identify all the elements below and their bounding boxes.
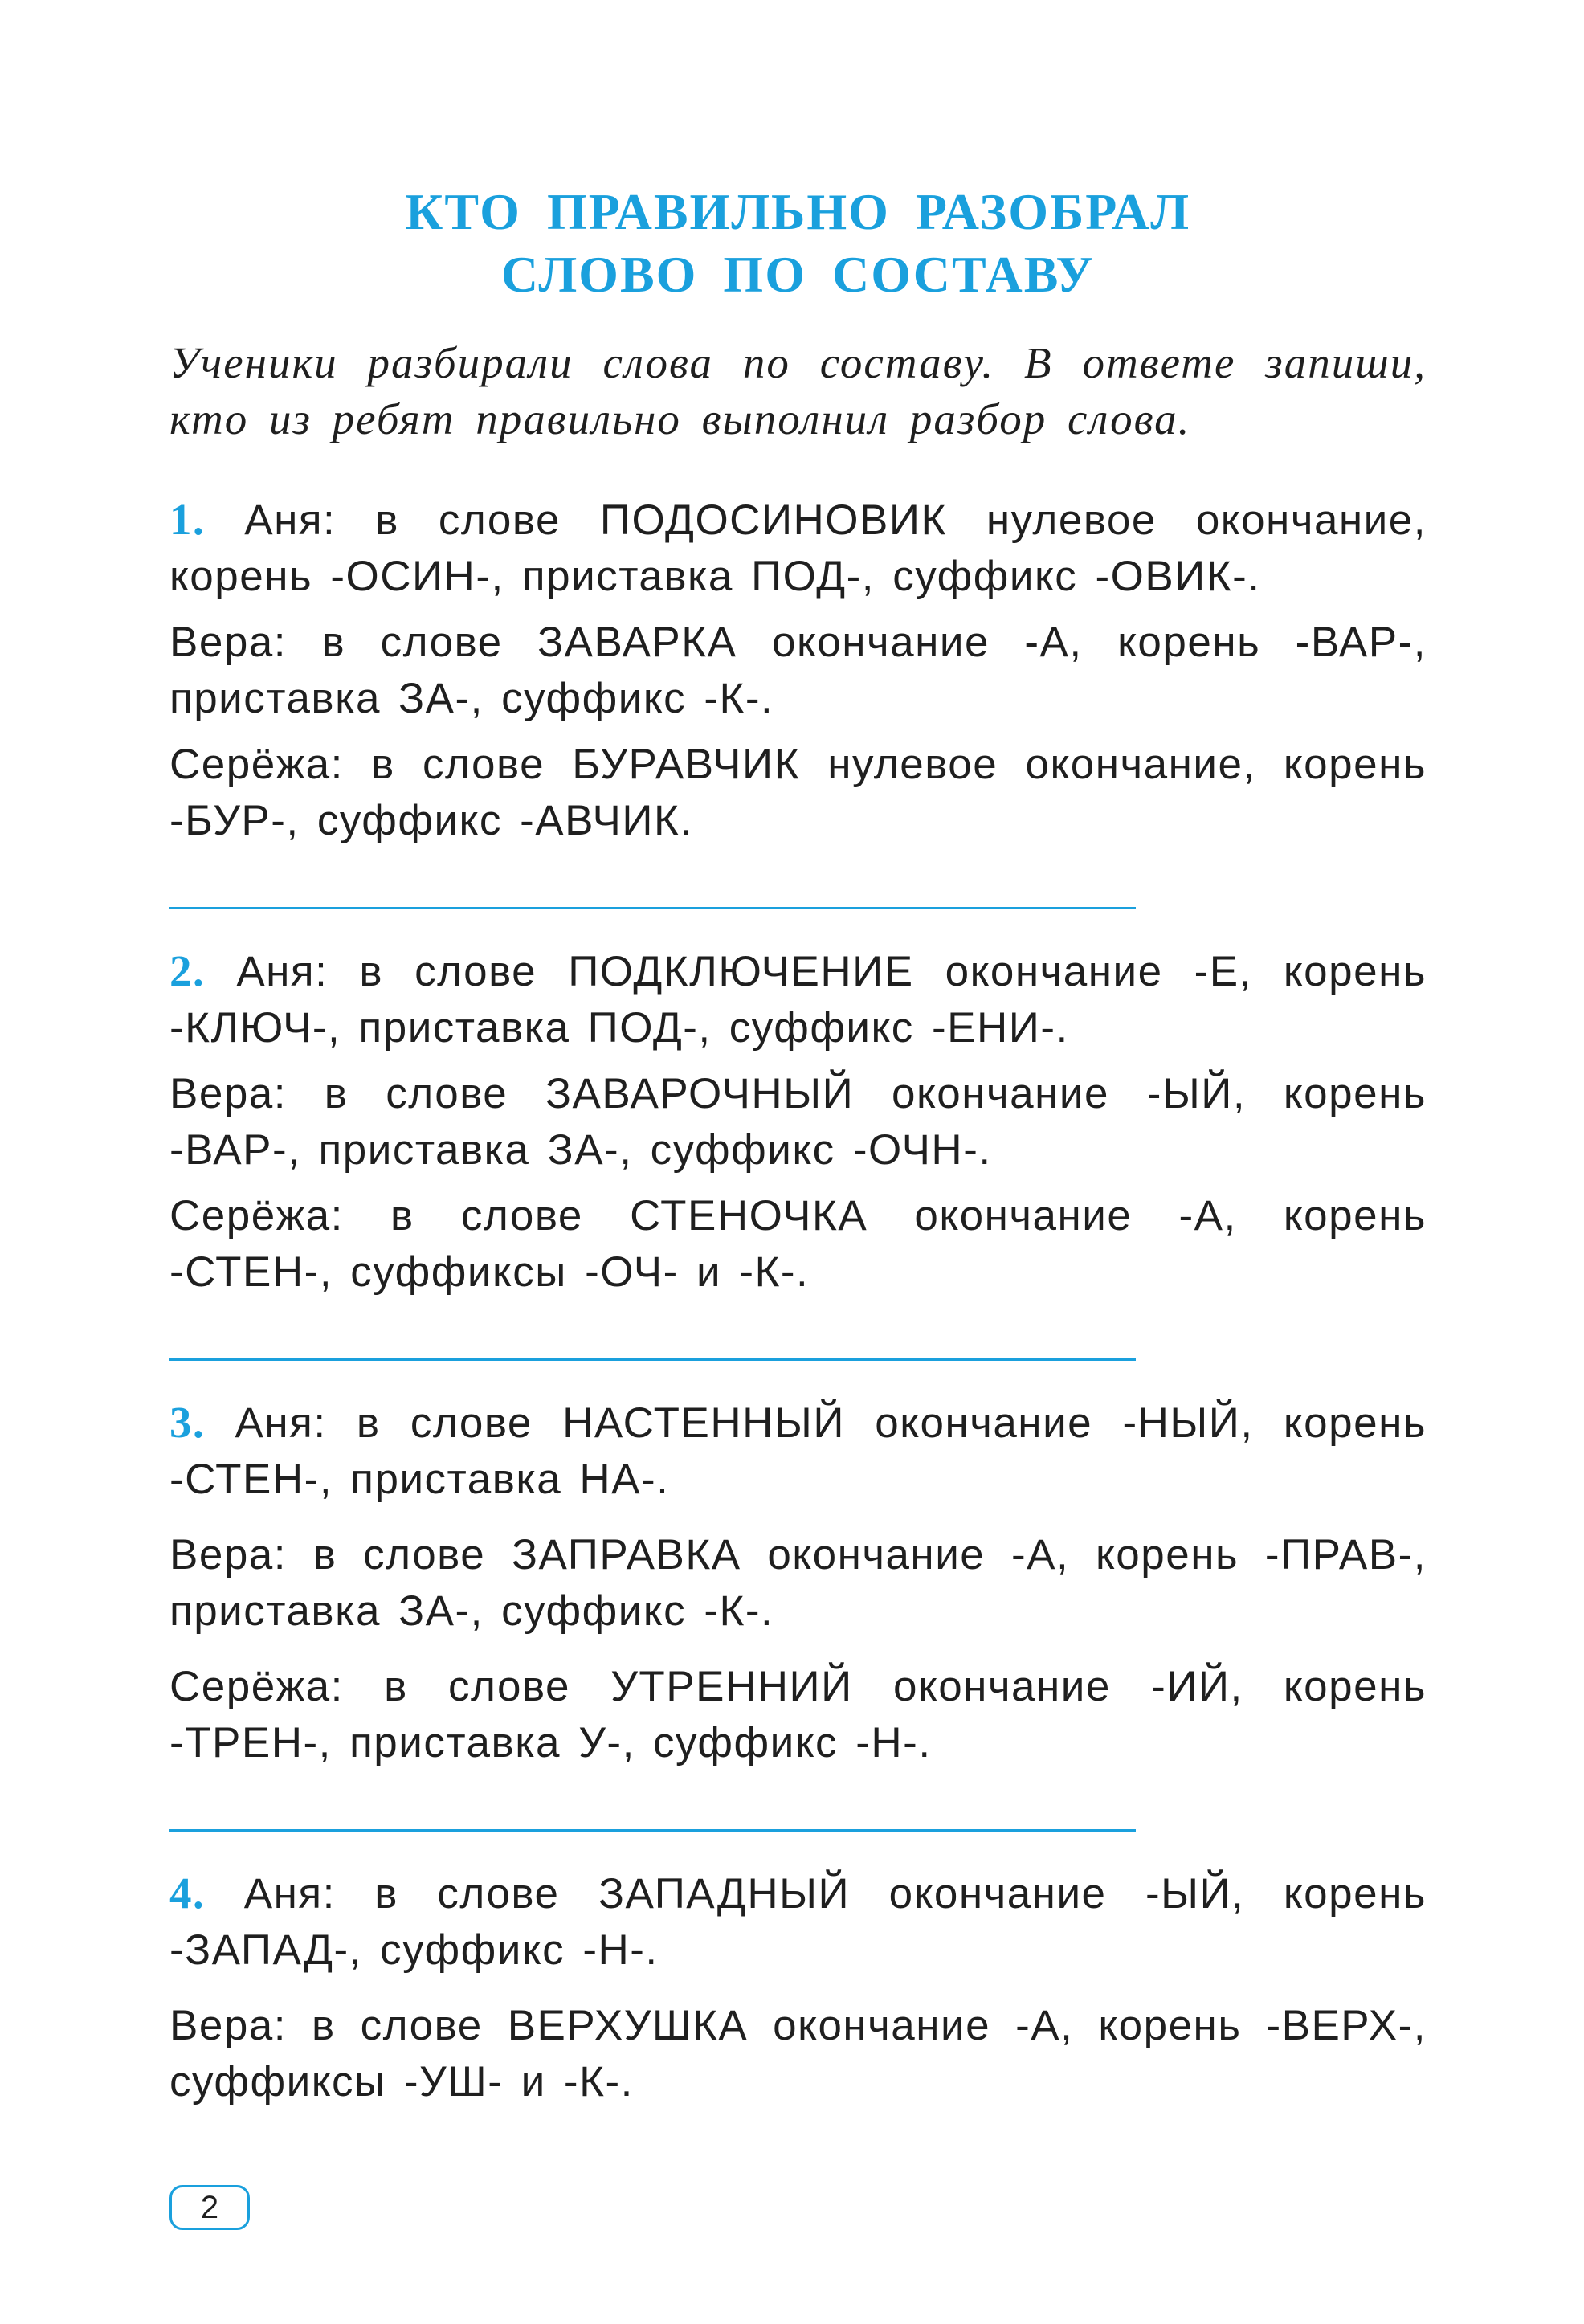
task-4 xyxy=(169,1865,1427,2110)
entry-text: Аня: в слове ЗАПАДНЫЙ окончание -ЫЙ, корень -ЗАПАД-, суффикс -Н-. xyxy=(169,1870,1427,1974)
task-1-entry-anya xyxy=(169,492,1427,605)
task-4-entry-vera: Вера: в слове ВЕРХУШКА окончание -А, корень -ВЕРХ-, суффиксы -УШ- и -К-. xyxy=(169,2002,1427,2105)
task-1-entry-seryozha: Серёжа: в слове БУРАВЧИК нулевое окончание, корень -БУР-, суффикс -АВЧИК. xyxy=(169,741,1427,844)
entry-text: Аня: в слове ПОДОСИНОВИК нулевое окончание, корень -ОСИН-, приставка ПОД-, суффикс -ОВИК-. xyxy=(169,496,1427,600)
task-3-entry-anya xyxy=(169,1395,1427,1508)
task-number: 3. xyxy=(169,1398,206,1447)
title-line-2: СЛОВО ПО СОСТАВУ xyxy=(500,246,1096,303)
entry-text: Аня: в слове ПОДКЛЮЧЕНИЕ окончание -Е, корень -КЛЮЧ-, приставка ПОД-, суффикс -ЕНИ-. xyxy=(169,948,1427,1052)
task-3 xyxy=(169,1395,1427,1832)
task-3-entry-seryozha: Серёжа: в слове УТРЕННИЙ окончание -ИЙ, корень -ТРЕН-, приставка У-, суффикс -Н-. xyxy=(169,1663,1427,1766)
task-1 xyxy=(169,492,1427,909)
answer-line-2[interactable] xyxy=(169,1358,1136,1361)
task-number: 2. xyxy=(169,946,206,995)
task-4-entry-anya xyxy=(169,1865,1427,1979)
title-line-1: КТО ПРАВИЛЬНО РАЗОБРАЛ xyxy=(405,183,1191,240)
task-2-entry-seryozha: Серёжа: в слове СТЕНОЧКА окончание -А, корень -СТЕН-, суффиксы -ОЧ- и -К-. xyxy=(169,1192,1427,1296)
task-2 xyxy=(169,943,1427,1361)
page-number-badge: 2 xyxy=(169,2185,250,2230)
entry-text: Аня: в слове НАСТЕННЫЙ окончание -НЫЙ, корень -СТЕН-, приставка НА-. xyxy=(169,1399,1427,1503)
task-1-entry-vera: Вера: в слове ЗАВАРКА окончание -А, корень -ВАР-, приставка ЗА-, суффикс -К-. xyxy=(169,619,1427,722)
task-instructions: Ученики разбирали слова по составу. В ответе запиши, кто из ребят правильно выполнил разбор слова. xyxy=(169,338,1427,443)
task-number: 4. xyxy=(169,1869,206,1918)
task-number: 1. xyxy=(169,495,206,544)
page-title xyxy=(169,181,1427,306)
task-2-entry-vera: Вера: в слове ЗАВАРОЧНЫЙ окончание -ЫЙ, корень -ВАР-, приставка ЗА-, суффикс -ОЧН-. xyxy=(169,1070,1427,1174)
answer-line-1[interactable] xyxy=(169,907,1136,909)
task-3-entry-vera: Вера: в слове ЗАПРАВКА окончание -А, корень -ПРАВ-, приставка ЗА-, суффикс -К-. xyxy=(169,1531,1427,1635)
page-content xyxy=(169,181,1427,2110)
task-2-entry-anya xyxy=(169,943,1427,1056)
answer-line-3[interactable] xyxy=(169,1829,1136,1832)
